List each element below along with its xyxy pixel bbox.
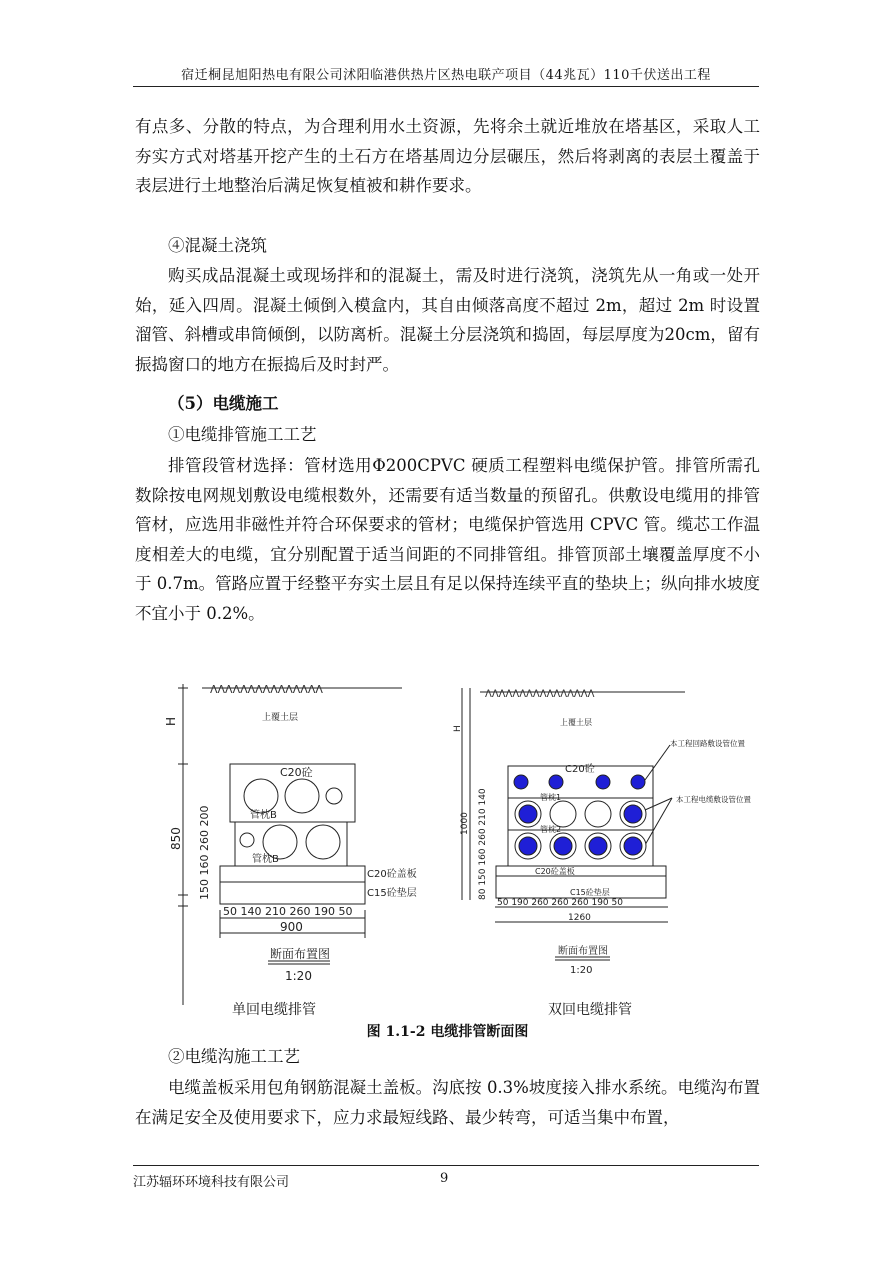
right-dim-total: 1260 bbox=[568, 913, 591, 923]
paragraph-1: 有点多、分散的特点，为合理利用水土资源，先将余土就近堆放在塔基区，采取人工夯实方式对塔基开挖产生的土石方在塔基周边分层碾压，然后将剥离的表层土覆盖于表层进行土地整治后满足恢复植被和耕作要求。 bbox=[135, 117, 760, 195]
right-label-c20-top: C20砼 bbox=[565, 764, 595, 775]
reserve-pipe bbox=[596, 775, 610, 789]
paragraph-concrete: 购买成品混凝土或现场拌和的混凝土，需及时进行浇筑，浇筑先从一角或一处开始，延入四周。混凝土倾倒入模盒内，其自由倾落高度不超过 2m，超过 2m 时设置溜管、斜槽或串筒倾倒，以防离析。混凝土分层浇筑和捣固，每层厚度为20cm，留有振捣窗口的地方在振捣后及时封严。 bbox=[135, 266, 760, 374]
figure-caption: 图 1.1-2 电缆排管断面图 bbox=[366, 1024, 529, 1040]
left-drawing-title: 断面布置图 bbox=[270, 947, 331, 961]
cable-pipe bbox=[519, 805, 537, 823]
left-label-h: H bbox=[164, 716, 178, 726]
page-header: 宿迁桐昆旭阳热电有限公司沭阳临港供热片区热电联产项目（44兆瓦）110千伏送出工程 bbox=[181, 68, 711, 83]
svg-text:ᐱᐱᐱᐱᐱᐱᐱᐱᐱᐱᐱᐱᐱᐱᐱ: ᐱᐱᐱᐱᐱᐱᐱᐱᐱᐱᐱᐱᐱᐱᐱ bbox=[210, 683, 323, 696]
cable-pipe bbox=[624, 805, 642, 823]
cable-duct-section-figure bbox=[140, 670, 760, 1020]
left-dim-vertical: 850 bbox=[169, 827, 183, 850]
right-dim-vertical: 1000 bbox=[460, 812, 470, 835]
left-label-c15: C15砼垫层 bbox=[367, 888, 417, 899]
cable-pipe bbox=[589, 837, 607, 855]
right-dim-vertical-parts: 80 150 160 260 210 140 bbox=[478, 788, 488, 900]
single-circuit-labels bbox=[164, 711, 417, 983]
right-label-h: H bbox=[453, 725, 463, 732]
svg-text:ᐱᐱᐱᐱᐱᐱᐱᐱᐱᐱᐱᐱᐱᐱᐱᐱ: ᐱᐱᐱᐱᐱᐱᐱᐱᐱᐱᐱᐱᐱᐱᐱᐱ bbox=[485, 689, 595, 700]
left-scale: 1:20 bbox=[285, 969, 312, 983]
subsection-duct-heading: ①电缆排管施工工艺 bbox=[168, 425, 317, 444]
paragraph-trench: 电缆盖板采用包角钢筋混凝土盖板。沟底按 0.3%坡度接入排水系统。电缆沟布置在满足安全及使用要求下，应力求最短线路、最少转弯，可适当集中布置， bbox=[135, 1078, 760, 1127]
left-label-top-soil: 上覆土层 bbox=[262, 713, 299, 723]
left-dim-vertical-parts: 150 160 260 200 bbox=[198, 805, 211, 900]
right-callout-1: 本工程回路敷设管位置 bbox=[670, 739, 745, 748]
footer-company: 江苏辐环环境科技有限公司 bbox=[133, 1175, 290, 1190]
cable-pipe bbox=[554, 837, 572, 855]
paragraph-duct: 排管段管材选择：管材选用Φ200CPVC 硬质工程塑料电缆保护管。排管所需孔数除按电网规划敷设电缆根数外，还需要有适当数量的预留孔。供敷设电缆用的排管管材，应选用非磁性并符合环保要求的管材；电缆保护管选用 CPVC 管。缆芯工作温度相差大的电缆，宜分别配置于适当间距的不同排管组。排管顶部土壤覆盖厚度不小于 0.7m。管路应置于经整平夯实土层且有足以保持连续平直的垫块上；纵向排水坡度不宜小于 0.2%。 bbox=[135, 456, 760, 623]
right-label-c15: C15砼垫层 bbox=[570, 888, 610, 897]
right-label-c20-slab: C20砼盖板 bbox=[535, 867, 575, 876]
right-scale: 1:20 bbox=[570, 965, 593, 976]
left-label-c20-slab: C20砼盖板 bbox=[367, 869, 417, 880]
right-label-row-1: 管枕1 bbox=[540, 793, 562, 802]
right-dim-horizontal: 50 190 260 260 260 190 50 bbox=[497, 898, 623, 908]
footer-rule bbox=[133, 1165, 759, 1166]
cable-pipe bbox=[624, 837, 642, 855]
left-dim-total: 900 bbox=[280, 920, 303, 934]
page-number: 9 bbox=[440, 1171, 449, 1186]
section-cable-heading: （5）电缆施工 bbox=[168, 394, 279, 413]
double-circuit-pipes bbox=[514, 775, 646, 859]
right-drawing-title: 断面布置图 bbox=[558, 946, 608, 957]
right-caption: 双回电缆排管 bbox=[548, 1002, 632, 1018]
header-rule bbox=[133, 86, 759, 87]
left-label-c20-top: C20砼 bbox=[280, 766, 313, 779]
left-label-row-b1: 管枕B bbox=[250, 810, 277, 821]
right-label-top-soil: 上覆土层 bbox=[560, 718, 592, 727]
right-label-row-2: 管枕2 bbox=[540, 825, 562, 834]
left-caption: 单回电缆排管 bbox=[232, 1002, 316, 1018]
left-label-row-b2: 管枕B bbox=[252, 854, 279, 865]
reserve-pipe bbox=[631, 775, 645, 789]
right-callout-2: 本工程电缆敷设管位置 bbox=[676, 795, 751, 804]
reserve-pipe bbox=[549, 775, 563, 789]
left-dim-horizontal: 50 140 210 260 190 50 bbox=[223, 905, 353, 918]
cable-pipe bbox=[519, 837, 537, 855]
section-concrete-heading: ④混凝土浇筑 bbox=[168, 236, 267, 255]
reserve-pipe bbox=[514, 775, 528, 789]
subsection-trench-heading: ②电缆沟施工工艺 bbox=[168, 1047, 300, 1066]
